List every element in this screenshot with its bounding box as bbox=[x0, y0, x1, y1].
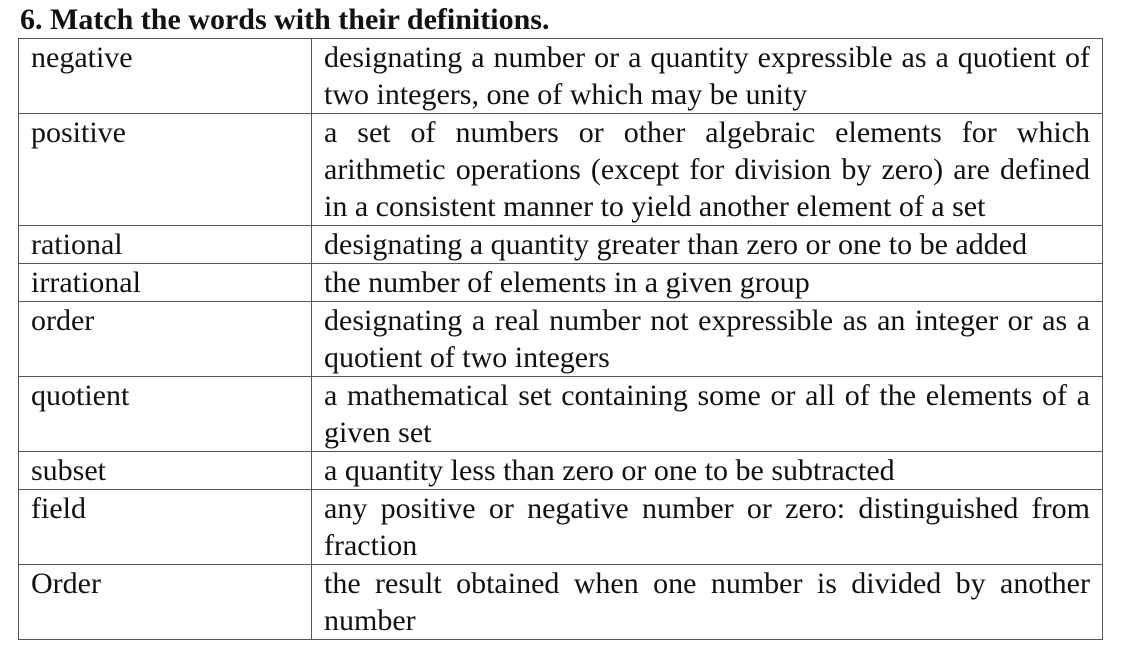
word-cell: order bbox=[19, 302, 312, 377]
definition-cell: a mathematical set containing some or all of the elements of a given set bbox=[312, 377, 1103, 452]
word-cell: field bbox=[19, 490, 312, 565]
exercise-heading: 6. Match the words with their definitions. bbox=[20, 3, 550, 36]
word-cell: subset bbox=[19, 452, 312, 490]
definition-cell: any positive or negative number or zero: distinguished from fraction bbox=[312, 490, 1103, 565]
definition-cell: the result obtained when one number is divided by another number bbox=[312, 565, 1103, 640]
word-cell: quotient bbox=[19, 377, 312, 452]
table-row bbox=[19, 490, 1103, 565]
table-row bbox=[19, 264, 1103, 302]
table-row bbox=[19, 452, 1103, 490]
definition-cell: a quantity less than zero or one to be subtracted bbox=[312, 452, 1103, 490]
word-cell: rational bbox=[19, 226, 312, 264]
table-row bbox=[19, 39, 1103, 114]
table-row bbox=[19, 226, 1103, 264]
word-cell: irrational bbox=[19, 264, 312, 302]
table-row bbox=[19, 302, 1103, 377]
definition-cell: designating a real number not expressible as an integer or as a quotient of two integers bbox=[312, 302, 1103, 377]
table-row bbox=[19, 565, 1103, 640]
matching-table bbox=[18, 38, 1103, 640]
word-cell: Order bbox=[19, 565, 312, 640]
word-cell: positive bbox=[19, 114, 312, 226]
table-row bbox=[19, 114, 1103, 226]
definition-cell: designating a number or a quantity expressible as a quotient of two integers, one of which may be unity bbox=[312, 39, 1103, 114]
definition-cell: the number of elements in a given group bbox=[312, 264, 1103, 302]
word-cell: negative bbox=[19, 39, 312, 114]
table-row bbox=[19, 377, 1103, 452]
definition-cell: designating a quantity greater than zero or one to be added bbox=[312, 226, 1103, 264]
definition-cell: a set of numbers or other algebraic elements for which arithmetic operations (except for division by zero) are defined in a consistent manner to yield another element of a set bbox=[312, 114, 1103, 226]
